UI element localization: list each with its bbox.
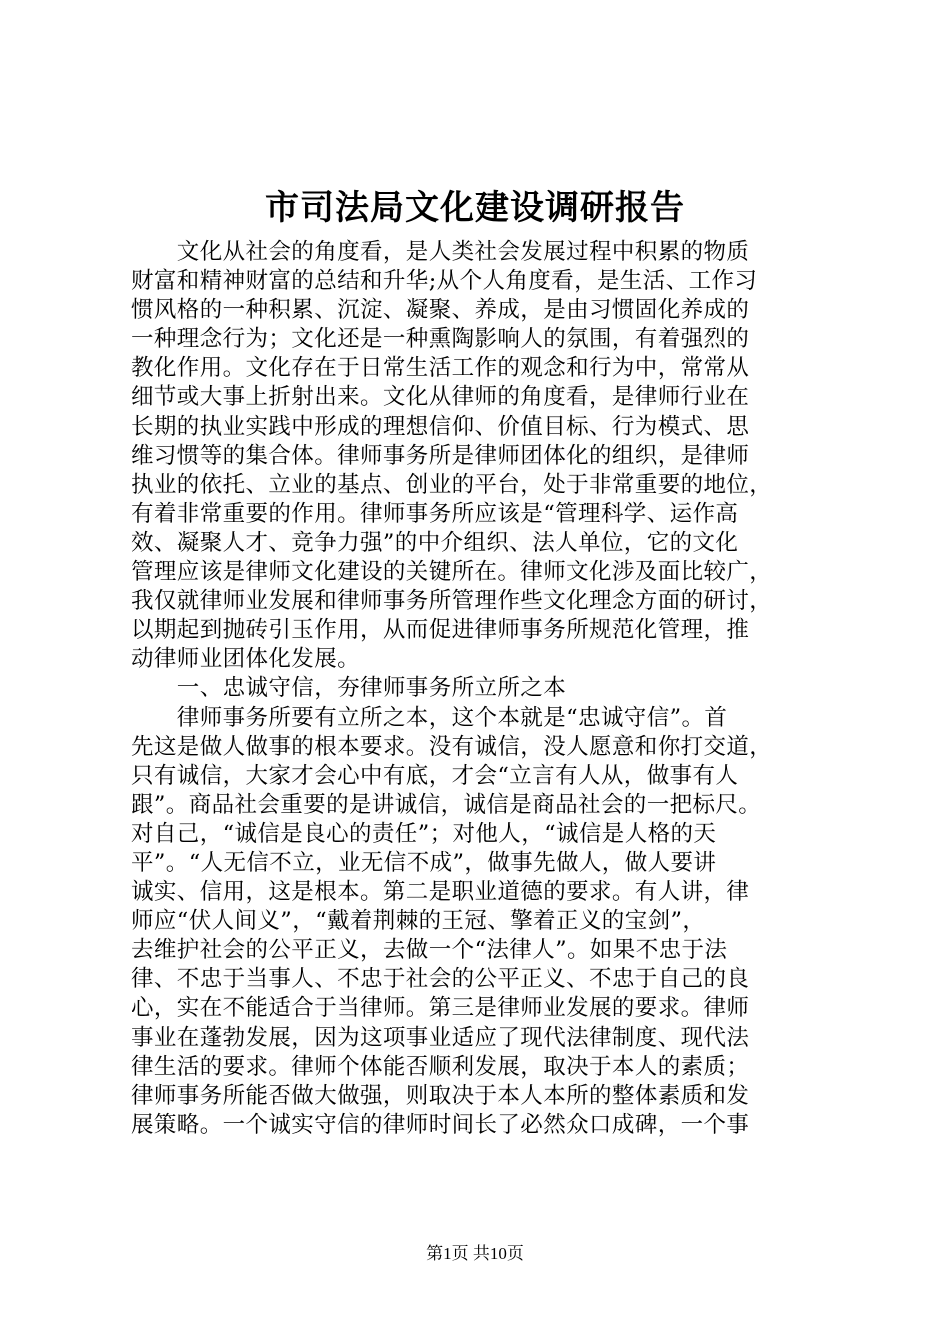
- text-line: 只有诚信，大家才会心中有底，才会“立言有人从，做事有人: [131, 762, 739, 789]
- text-line: 维习惯等的集合体。律师事务所是律师团体化的组织，是律师: [131, 442, 750, 469]
- text-line: 惯风格的一种积累、沉淀、凝聚、养成，是由习惯固化养成的: [131, 297, 750, 324]
- text-line: 律师事务所能否做大做强，则取决于本人本所的整体素质和发: [131, 1082, 750, 1109]
- text-line: 长期的执业实践中形成的理想信仰、价值目标、行为模式、思: [131, 413, 750, 440]
- text-line: 一、忠诚守信，夯律师事务所立所之本: [131, 675, 567, 702]
- text-line: 文化从社会的角度看，是人类社会发展过程中积累的物质: [131, 239, 750, 265]
- text-line: 律师事务所要有立所之本，这个本就是“忠诚守信”。首: [131, 704, 728, 731]
- text-line: 对自己，“诚信是良心的责任”；对他人，“诚信是人格的天: [131, 820, 717, 847]
- text-line: 诚实、信用，这是根本。第二是职业道德的要求。有人讲，律: [131, 879, 750, 906]
- text-line: 效、凝聚人才、竞争力强”的中介组织、法人单位，它的文化: [131, 529, 739, 556]
- text-line: 执业的依托、立业的基点、创业的平台，处于非常重要的地位，: [131, 471, 773, 498]
- text-line: 展策略。一个诚实守信的律师时间长了必然众口成碑，一个事: [131, 1111, 750, 1138]
- text-line: 我仅就律师业发展和律师事务所管理作些文化理念方面的研讨，: [131, 588, 773, 615]
- text-line: 律、不忠于当事人、不忠于社会的公平正义、不忠于自己的良: [131, 966, 750, 993]
- text-line: 心，实在不能适合于当律师。第三是律师业发展的要求。律师: [131, 995, 750, 1022]
- text-line: 管理应该是律师文化建设的关键所在。律师文化涉及面比较广，: [131, 559, 773, 586]
- text-line: 教化作用。文化存在于日常生活工作的观念和行为中，常常从: [131, 355, 750, 382]
- text-line: 一种理念行为；文化还是一种熏陶影响人的氛围，有着强烈的: [131, 326, 750, 353]
- text-line: 事业在蓬勃发展，因为这项事业适应了现代法律制度、现代法: [131, 1024, 750, 1051]
- text-line: 先这是做人做事的根本要求。没有诚信，没人愿意和你打交道，: [131, 733, 773, 760]
- text-line: 财富和精神财富的总结和升华;从个人角度看，是生活、工作习: [131, 268, 758, 295]
- text-line: 律生活的要求。律师个体能否顺利发展，取决于本人的素质；: [131, 1053, 750, 1080]
- text-line: 以期起到抛砖引玉作用，从而促进律师事务所规范化管理，推: [131, 617, 750, 644]
- text-line: 去维护社会的公平正义，去做一个“法律人”。如果不忠于法: [131, 937, 728, 964]
- text-line: 细节或大事上折射出来。文化从律师的角度看，是律师行业在: [131, 384, 750, 411]
- document-title: 市司法局文化建设调研报告: [265, 188, 685, 228]
- text-line: 有着非常重要的作用。律师事务所应该是“管理科学、运作高: [131, 500, 739, 527]
- text-line: 平”。“人无信不立，业无信不成”，做事先做人，做人要讲: [131, 849, 717, 876]
- document-body: [131, 238, 831, 1140]
- page-footer: 第1页 共10页: [426, 1244, 524, 1263]
- text-line: 动律师业团体化发展。: [131, 646, 361, 673]
- text-line: 师应“伏人间义”，“戴着荆棘的王冠、擎着正义的宝剑”，: [131, 908, 706, 935]
- text-line: 跟”。商品社会重要的是讲诚信，诚信是商品社会的一把标尺。: [131, 791, 762, 818]
